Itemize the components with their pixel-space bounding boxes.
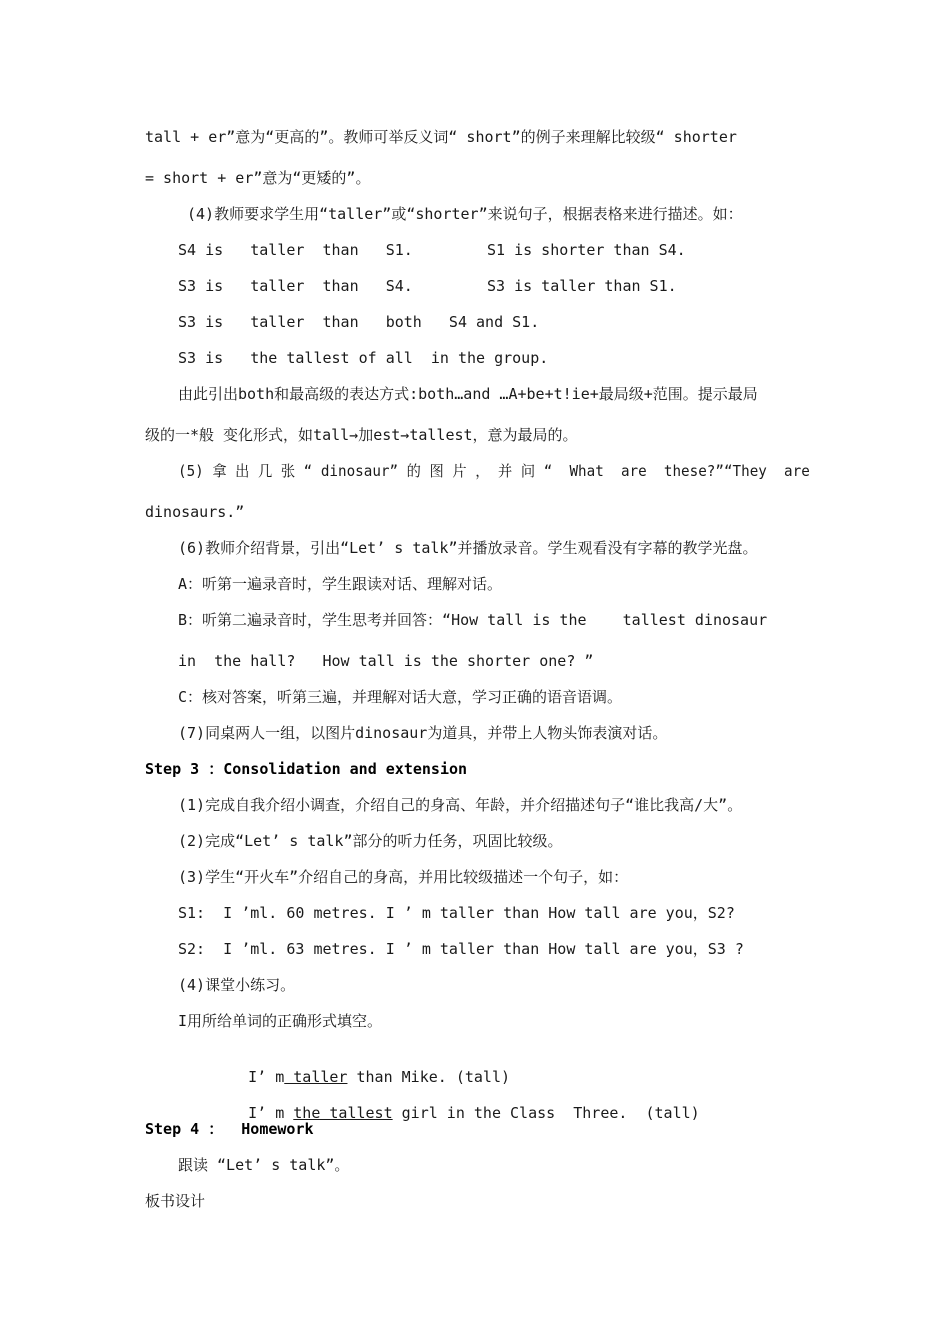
- dialogue-line: S2: I ’ml. 63 metres. I ’ m taller than How tall are you，S3 ?: [178, 940, 744, 958]
- exercise-suffix: than Mike. (tall): [347, 1068, 511, 1086]
- example-sentence: S4 is taller than S1.: [178, 241, 413, 259]
- example-sentence: S3 is taller than S1.: [487, 277, 677, 295]
- exercise-prefix: I’ m: [248, 1068, 285, 1086]
- paragraph-line: = short + er”意为“更矮的”。: [145, 169, 371, 187]
- section-heading: 板书设计: [145, 1192, 206, 1210]
- fill-in-answer: taller: [284, 1068, 348, 1086]
- paragraph-line: (4)课堂小练习。: [178, 976, 296, 994]
- paragraph-line: 跟读 “Let’ s talk”。: [178, 1156, 350, 1174]
- paragraph-line: (4)教师要求学生用“taller”或“shorter”来说句子，根据表格来进行描述。如：: [187, 205, 743, 223]
- step-heading: Step 4 ： Homework: [145, 1120, 314, 1138]
- step-heading: Step 3 ：Consolidation and extension: [145, 760, 468, 778]
- exercise-suffix: girl in the Class Three. (tall): [392, 1104, 700, 1122]
- paragraph-line: (1)完成自我介绍小调查，介绍自己的身高、年龄，并介绍描述句子“谁比我高/大”。: [178, 796, 743, 814]
- paragraph-line: 由此引出both和最高级的表达方式:both…and …A+be+t!ie+最局级+范围。提示最局: [178, 385, 758, 403]
- paragraph-line: A：听第一遍录音时，学生跟读对话、理解对话。: [178, 575, 503, 593]
- paragraph-line: (7)同桌两人一组，以图片dinosaur为道具，并带上人物头饰表演对话。: [178, 724, 668, 742]
- paragraph-line: dinosaurs.”: [145, 503, 245, 521]
- paragraph-line: 级的一*般 变化形式，如tall→加est→tallest，意为最局的。: [145, 426, 578, 444]
- paragraph-line: (2)完成“Let’ s talk”部分的听力任务，巩固比较级。: [178, 832, 563, 850]
- exercise-prefix: I’ m: [248, 1104, 294, 1122]
- paragraph-line: (5) 拿 出 几 张 “ dinosaur” 的 图 片 ， 并 问 “ What are these?”“They are: [178, 462, 810, 480]
- paragraph-line: tall + er”意为“更高的”。教师可举反义词“ short”的例子来理解比较级“ shorter: [145, 128, 737, 146]
- paragraph-line: B：听第二遍录音时，学生思考并回答：“How tall is the tallest dinosaur: [178, 611, 768, 629]
- paragraph-line: I用所给单词的正确形式填空。: [178, 1012, 383, 1030]
- fill-in-answer: the tallest: [293, 1104, 393, 1122]
- example-sentence: S3 is taller than S4.: [178, 277, 413, 295]
- paragraph-line: (6)教师介绍背景，引出“Let’ s talk”并播放录音。学生观看没有字幕的教学光盘。: [178, 539, 758, 557]
- paragraph-line: C：核对答案，听第三遍，并理解对话大意，学习正确的语音语调。: [178, 688, 623, 706]
- example-sentence: S3 is the tallest of all in the group.: [178, 349, 549, 367]
- dialogue-line: S1: I ’ml. 60 metres. I ’ m taller than How tall are you，S2?: [178, 904, 735, 922]
- paragraph-line: (3)学生“开火车”介绍自己的身高，并用比较级描述一个句子，如：: [178, 868, 629, 886]
- paragraph-line: in the hall? How tall is the shorter one? ”: [178, 652, 594, 670]
- example-sentence: S1 is shorter than S4.: [487, 241, 686, 259]
- example-sentence: S3 is taller than both S4 and S1.: [178, 313, 540, 331]
